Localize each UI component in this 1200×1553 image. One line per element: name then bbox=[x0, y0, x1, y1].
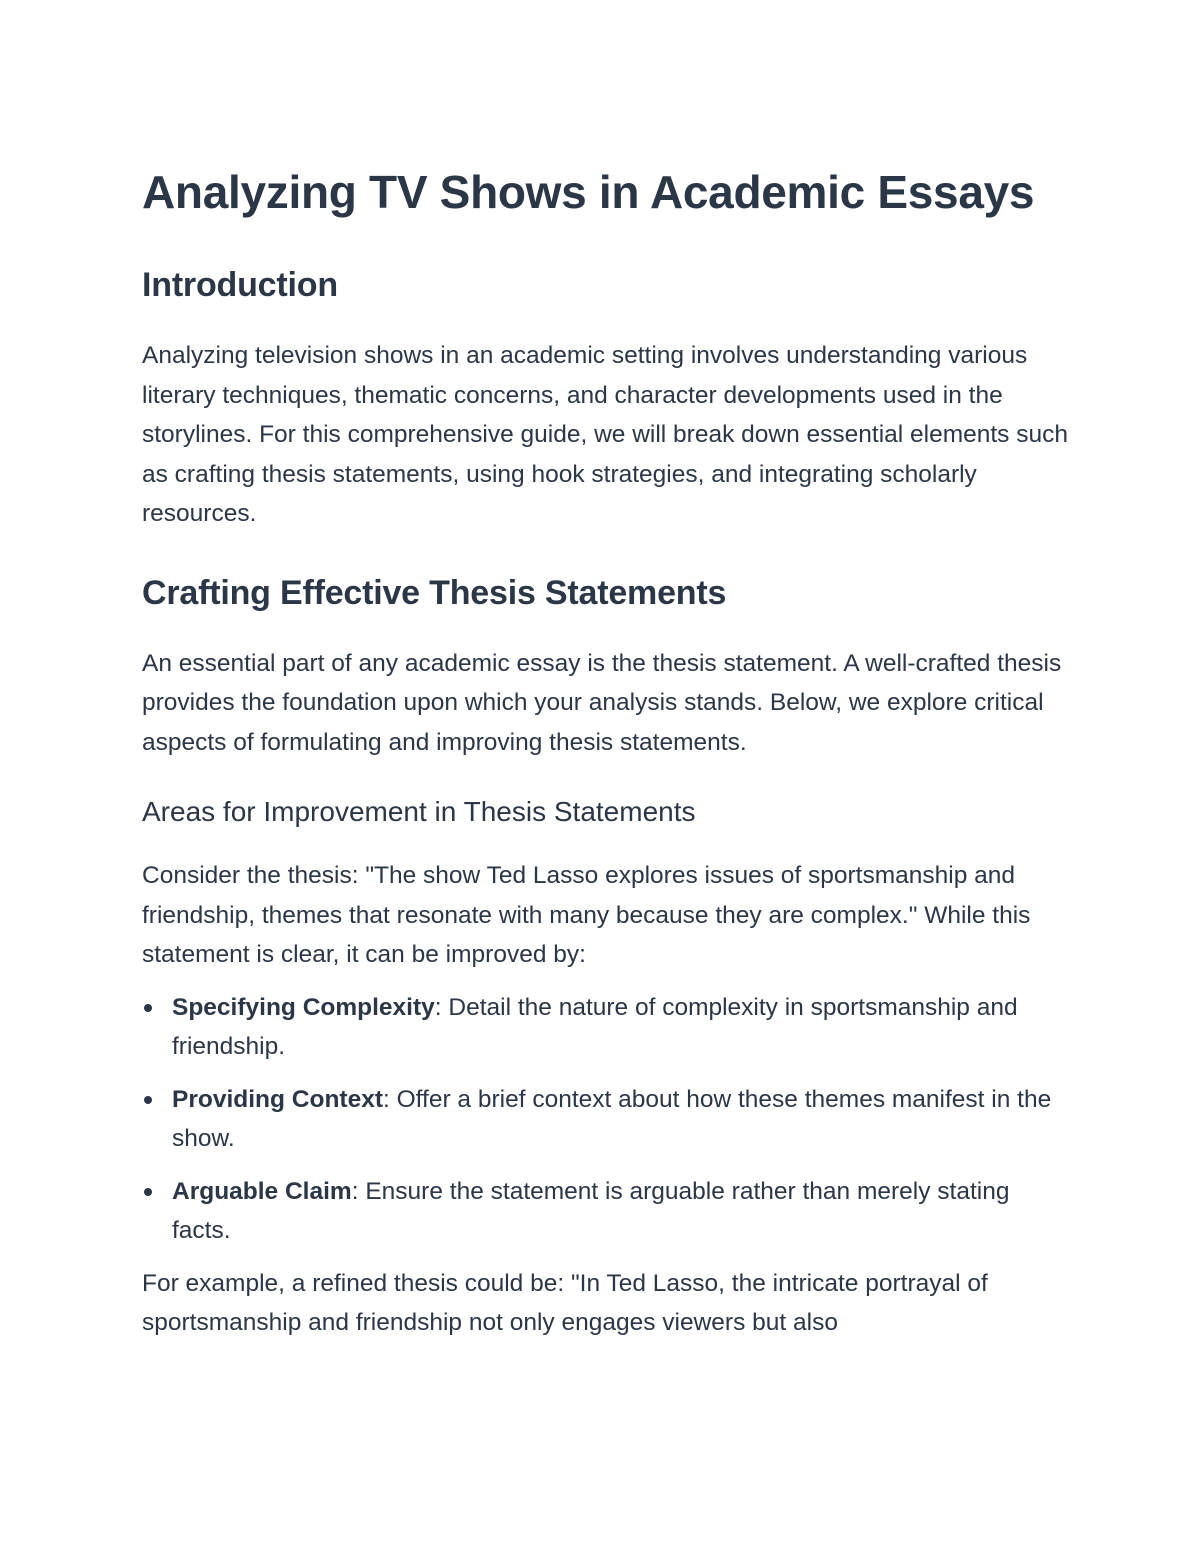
list-item-text: : Offer a brief context about how these themes manifest in the show. bbox=[172, 1085, 1052, 1152]
improvement-heading: Areas for Improvement in Thesis Statements bbox=[142, 796, 696, 827]
list-item bbox=[142, 1172, 1072, 1251]
list-item-term: Providing Context bbox=[172, 1085, 383, 1113]
improvement-list bbox=[142, 988, 1072, 1251]
document-page bbox=[142, 160, 1072, 1343]
list-item-text: : Ensure the statement is arguable rather than merely stating facts. bbox=[172, 1177, 1010, 1244]
list-item-text: : Detail the nature of complexity in sportsmanship and friendship. bbox=[172, 993, 1018, 1060]
list-item-term: Specifying Complexity bbox=[172, 993, 435, 1021]
thesis-section-paragraph: An essential part of any academic essay is the thesis statement. A well-crafted thesis provides the foundation upon which your analysis stands. Below, we explore critical aspects of formulating and improving thesis statements. bbox=[142, 649, 1062, 756]
thesis-section-heading: Crafting Effective Thesis Statements bbox=[142, 573, 727, 612]
bullet-icon bbox=[144, 1096, 152, 1104]
introduction-paragraph: Analyzing television shows in an academic setting involves understanding various literary techniques, thematic concerns, and character developments used in the storylines. For this comprehensive guide, we will break down essential elements such as crafting thesis statements, using hook strategies, and integrating scholarly resources. bbox=[142, 342, 1068, 527]
list-item-term: Arguable Claim bbox=[172, 1177, 352, 1205]
improvement-paragraph: Consider the thesis: "The show Ted Lasso explores issues of sportsmanship and friendship, themes that resonate with many because they are complex." While this statement is clear, it can be improved by: bbox=[142, 862, 1031, 968]
list-item bbox=[142, 1080, 1072, 1159]
document-title: Analyzing TV Shows in Academic Essays bbox=[142, 166, 1035, 218]
example-paragraph: For example, a refined thesis could be: "In Ted Lasso, the intricate portrayal of sportsmanship and friendship not only engages viewers but also bbox=[142, 1269, 988, 1336]
list-item bbox=[142, 988, 1072, 1067]
introduction-heading: Introduction bbox=[142, 266, 338, 304]
bullet-icon bbox=[144, 1004, 152, 1012]
bullet-icon bbox=[144, 1188, 152, 1196]
